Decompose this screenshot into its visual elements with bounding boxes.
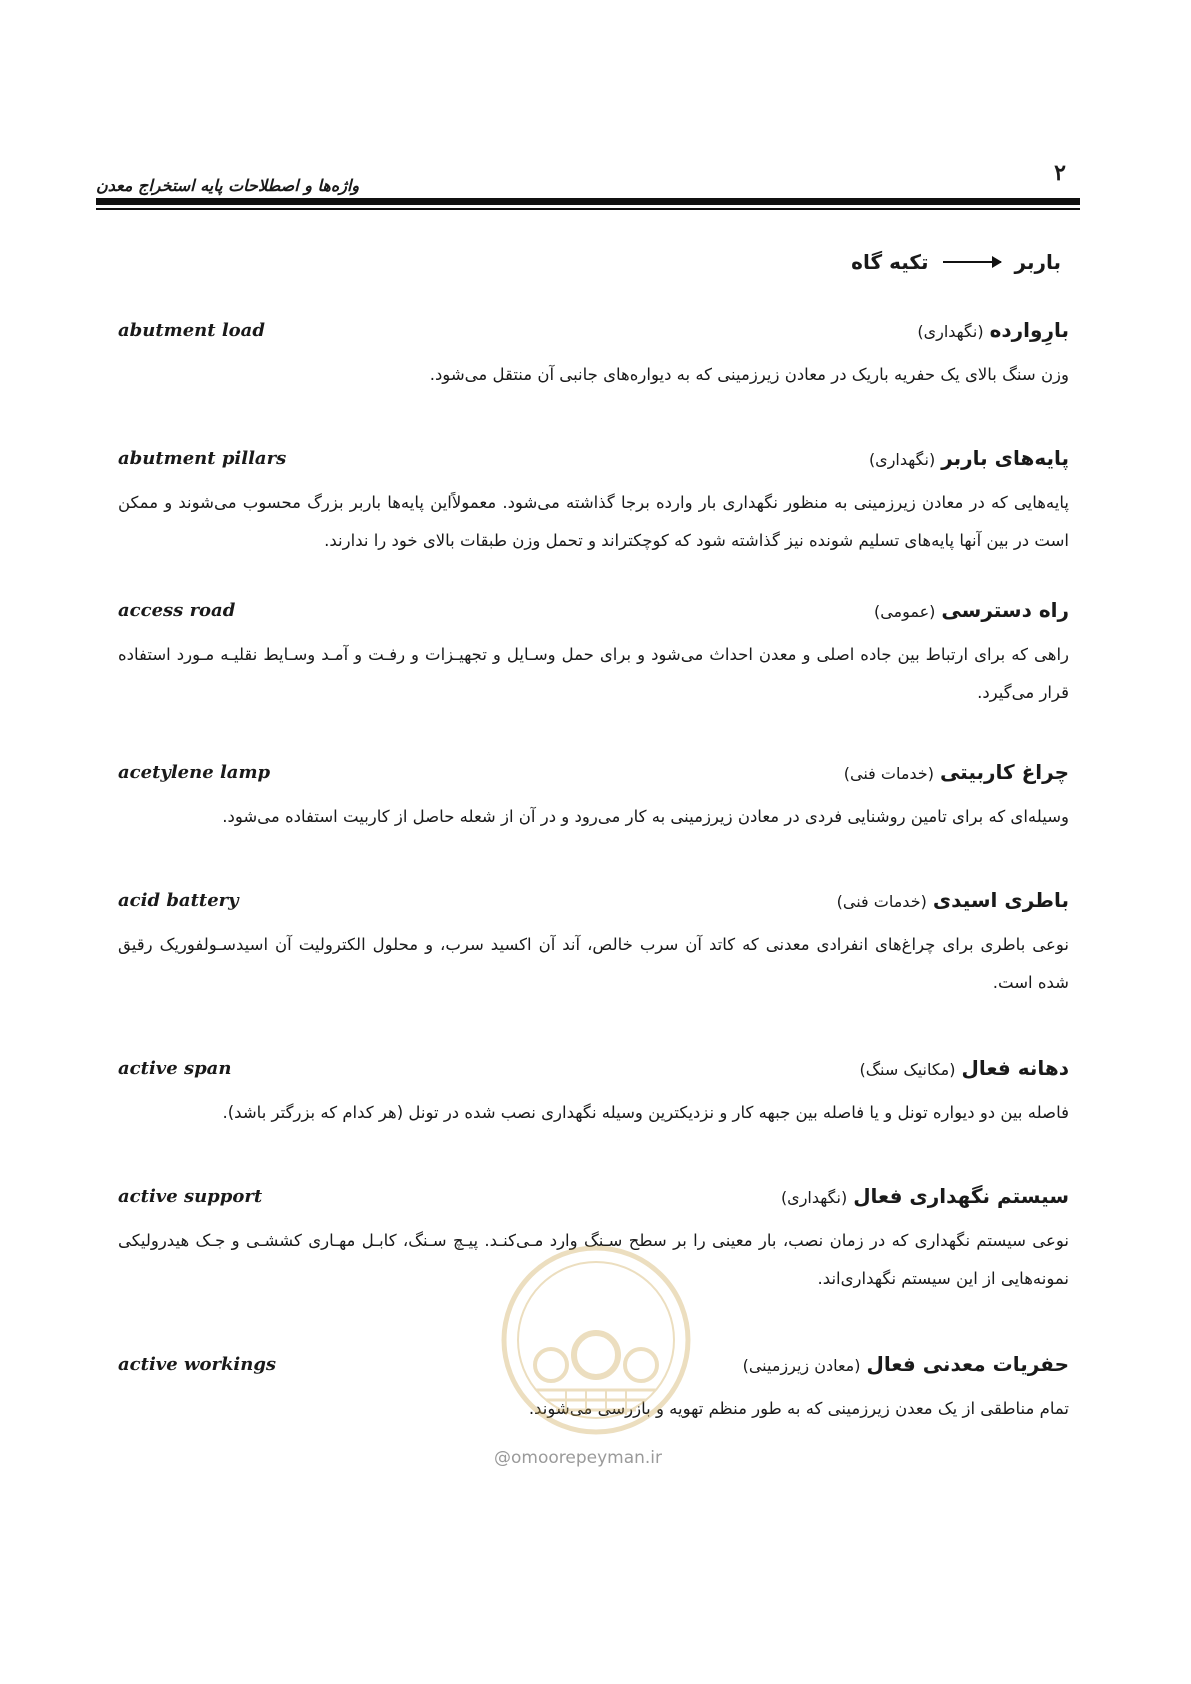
- term-persian-label: راه دسترسی: [941, 598, 1069, 622]
- term-definition: راهی که برای ارتباط بین جاده اصلی و معدن احداث می‌شود و برای حمل وسـایل و تجهیـزات و رفـت و آمـد وسـایط نقلیـه مـورد استفاده قرار می‌گیرد.: [118, 645, 1069, 702]
- term-definition: پایه‌هایی که در معادن زیرزمینی به منظور نگهداری بار وارده برجا گذاشته می‌شود. معمولاًاین پایه‌ها باربر بزرگ محسوب می‌شوند و ممکن است در بین آنها پایه‌های تسلیم شونده نیز گذاشته شود که کوچکتراند و تحمل وزن طبقات بالای خود را ندارند.: [118, 493, 1069, 550]
- term-english: acid battery: [118, 890, 239, 911]
- term-definition: وسیله‌ای که برای تامین روشنایی فردی در معادن زیرزمینی به کار می‌رود و در آن از شعله حاصل از کاربیت استفاده می‌شود.: [222, 807, 1069, 826]
- term-persian: [917, 318, 1069, 342]
- term-field: (خدمات فنی): [843, 764, 934, 783]
- term-field: (نگهداری): [868, 450, 936, 469]
- glossary-entry: [118, 598, 1069, 712]
- term-persian-label: سیستم نگهداری فعال: [853, 1184, 1069, 1208]
- term-english: abutment load: [118, 320, 265, 341]
- term-definition: نوعی سیستم نگهداری که در زمان نصب، بار معینی را بر سطح سـنگ وارد مـی‌کنـد. پیـچ سـنگ، کابـل مهـاری کششـی و جـک هیدرولیکی نمونه‌هایی از این سیستم نگهداری‌اند.: [118, 1231, 1069, 1288]
- watermark-text: @omoorepeyman.ir: [494, 1448, 663, 1468]
- term-english: active support: [118, 1186, 263, 1207]
- header-rule-thin: [96, 208, 1080, 210]
- term-persian-label: حفریات معدنی فعال: [866, 1352, 1069, 1376]
- term-english: acetylene lamp: [118, 762, 271, 783]
- term-persian-label: باطری اسیدی: [932, 888, 1069, 912]
- term-field: (مکانیک سنگ): [859, 1060, 956, 1079]
- glossary-entry: [118, 1056, 1069, 1132]
- term-persian: [869, 446, 1069, 470]
- term-persian: [743, 1352, 1069, 1376]
- glossary-entry: [118, 888, 1069, 1002]
- term-persian-label: پایه‌های باربر: [941, 446, 1069, 470]
- running-title: واژه‌ها و اصطلاحات پایه استخراج معدن: [96, 176, 360, 195]
- term-english: active workings: [118, 1354, 277, 1375]
- term-english: access road: [118, 600, 236, 621]
- term-persian: [859, 1056, 1069, 1080]
- term-persian: [874, 598, 1069, 622]
- cross-reference-target: تکیه گاه: [851, 250, 929, 274]
- term-english: abutment pillars: [118, 448, 287, 469]
- cross-reference: [851, 250, 1061, 274]
- page-number: ۲: [1054, 160, 1066, 186]
- arrow-left-icon: [943, 261, 1001, 263]
- term-field: (خدمات فنی): [836, 892, 927, 911]
- term-persian-label: چراغ کاربیتی: [939, 760, 1069, 784]
- watermark-logo-icon: [496, 1240, 696, 1440]
- glossary-entry: [118, 318, 1069, 394]
- term-persian-label: بارِوارده: [989, 318, 1069, 342]
- term-field: (نگهداری): [780, 1188, 848, 1207]
- term-field: (معادن زیرزمینی): [742, 1356, 861, 1375]
- term-persian: [837, 888, 1069, 912]
- term-field: (نگهداری): [917, 322, 984, 341]
- term-persian: [844, 760, 1069, 784]
- glossary-entry: [118, 760, 1069, 836]
- term-field: (عمومی): [873, 602, 936, 621]
- term-english: active span: [118, 1058, 232, 1079]
- term-definition: تمام مناطقی از یک معدن زیرزمینی که به طور منظم تهویه و بازرسی می‌شوند.: [528, 1399, 1069, 1418]
- term-persian-label: دهانه فعال: [961, 1056, 1069, 1080]
- cross-reference-term: باربر: [1014, 250, 1061, 274]
- term-definition: فاصله بین دو دیواره تونل و یا فاصله بین جبهه کار و نزدیکترین وسیله نگهداری نصب شده در تونل (هر کدام که بزرگتر باشد).: [222, 1103, 1069, 1122]
- term-definition: نوعی باطری برای چراغ‌های انفرادی معدنی که کاتد آن سرب خالص، آند آن اکسید سرب، و محلول الکترولیت آن اسیدسـولفوریک رقیق شده است.: [118, 935, 1069, 992]
- header-rule-thick: [96, 198, 1080, 205]
- glossary-entry: [118, 446, 1069, 560]
- term-definition: وزن سنگ بالای یک حفریه باریک در معادن زیرزمینی که به دیواره‌های جانبی آن منتقل می‌شود.: [429, 365, 1069, 384]
- term-persian: [781, 1184, 1069, 1208]
